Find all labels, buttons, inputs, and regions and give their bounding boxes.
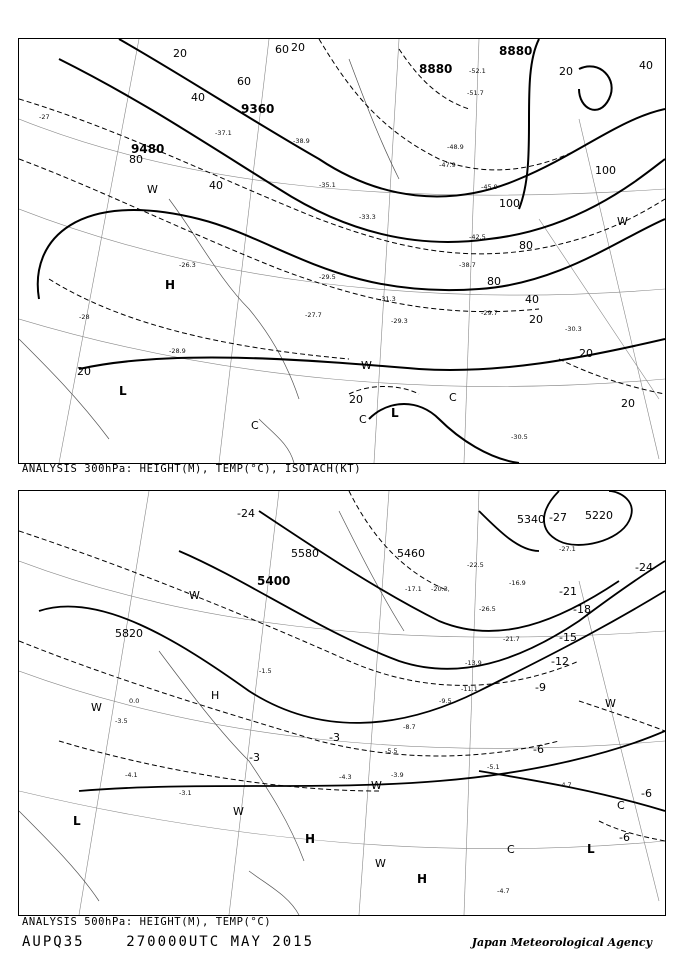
- height-label: 9480: [131, 142, 165, 156]
- isotherm-label: -6: [619, 831, 630, 844]
- temp-label: -29.7: [481, 309, 498, 317]
- cold-symbol: C: [251, 419, 259, 432]
- warm-symbol: W: [371, 779, 382, 792]
- coastline-500: [19, 511, 404, 915]
- high-pressure-symbol: H: [165, 278, 176, 292]
- temp-label: -22.5: [467, 561, 484, 569]
- isotherm-label: -21: [559, 585, 577, 598]
- isotach-label: 80: [129, 153, 143, 166]
- isotherm-label: -15: [559, 631, 577, 644]
- isotach-label: 100: [499, 197, 520, 210]
- temp-label: -17.1: [405, 585, 422, 593]
- height-label: 5820: [115, 627, 143, 640]
- temp-label: -27: [39, 113, 50, 121]
- warm-symbol: W: [375, 857, 386, 870]
- temp-label: -11.1: [461, 685, 478, 693]
- temp-label: -47.9: [439, 161, 456, 169]
- temp-label: -9.5: [439, 697, 452, 705]
- high-pressure-symbol: H: [305, 832, 316, 846]
- temp-label: -51.7: [467, 89, 484, 97]
- isotach-label: 60: [237, 75, 251, 88]
- height-label: 5340: [517, 513, 545, 526]
- temp-label: -29.5: [319, 273, 336, 281]
- temp-label: -38.9: [293, 137, 310, 145]
- isotach-label: 40: [209, 179, 223, 192]
- warm-symbol: W: [147, 183, 158, 196]
- temp-label: -21.7: [503, 635, 520, 643]
- isotach-label: 40: [191, 91, 205, 104]
- bulletin-datetime: 270000UTC MAY 2015: [126, 934, 315, 950]
- warm-symbol: W: [605, 697, 616, 710]
- low-pressure-symbol: L: [587, 842, 595, 856]
- temp-label: -45.9: [481, 183, 498, 191]
- warm-symbol: W: [617, 215, 628, 228]
- isotherms-300: [19, 39, 665, 394]
- temp-label: -4.7: [559, 781, 572, 789]
- warm-symbol: W: [189, 589, 200, 602]
- temp-label: -30.5: [511, 433, 528, 441]
- temp-label: -37.1: [215, 129, 232, 137]
- warm-symbol: W: [91, 701, 102, 714]
- temp-label: -29.3: [391, 317, 408, 325]
- isotach-label: 20: [529, 313, 543, 326]
- height-contours-500: [39, 491, 665, 811]
- height-label: 5220: [585, 509, 613, 522]
- temp-label: -1.5: [259, 667, 272, 675]
- temp-label: -20.3: [431, 585, 448, 593]
- cold-symbol: C: [507, 843, 515, 856]
- isotach-label: 80: [519, 239, 533, 252]
- warm-symbol: W: [233, 805, 244, 818]
- cold-symbol: C: [617, 799, 625, 812]
- isotherm-label: -24: [237, 507, 255, 520]
- temp-label: -13.9: [465, 659, 482, 667]
- temp-label: -3.5: [115, 717, 128, 725]
- isotach-label: 20: [77, 365, 91, 378]
- temp-label: -4.7: [497, 887, 510, 895]
- isotach-label: 80: [487, 275, 501, 288]
- temp-label: -3.1: [179, 789, 192, 797]
- isotherm-label: -3: [249, 751, 260, 764]
- agency-name: Japan Meteorological Agency: [471, 936, 652, 949]
- bulletin-header: [22, 934, 314, 950]
- isotach-label: 20: [579, 347, 593, 360]
- temp-label: -35.1: [319, 181, 336, 189]
- isotach-label: 20: [349, 393, 363, 406]
- graticule-500: [19, 491, 665, 915]
- temp-label: -38.7: [459, 261, 476, 269]
- isotherm-label: -3: [329, 731, 340, 744]
- graticule-300: [19, 39, 665, 463]
- temp-label: -33.3: [359, 213, 376, 221]
- caption-500hpa: ANALYSIS 500hPa: HEIGHT(M), TEMP(°C): [22, 916, 272, 928]
- high-pressure-symbol: H: [417, 872, 428, 886]
- temp-label: -16.9: [509, 579, 526, 587]
- bulletin-code: AUPQ35: [22, 934, 85, 950]
- height-label: 5580: [291, 547, 319, 560]
- warm-symbol: W: [361, 359, 372, 372]
- height-label: 5400: [257, 574, 291, 588]
- height-label: 8880: [499, 44, 533, 58]
- temp-label: -52.1: [469, 67, 486, 75]
- isotach-label: 60: [275, 43, 289, 56]
- coastline-300: [19, 59, 399, 463]
- high-pressure-symbol: H: [211, 689, 220, 702]
- height-label: 8880: [419, 62, 453, 76]
- temp-label: -26.3: [179, 261, 196, 269]
- chart-300hpa-panel: [18, 38, 666, 464]
- chart-500hpa-panel: [18, 490, 666, 916]
- isotherm-label: -18: [573, 603, 591, 616]
- isotach-label: 40: [639, 59, 653, 72]
- temp-label: -5.5: [385, 747, 398, 755]
- temp-label: -42.5: [469, 233, 486, 241]
- height-label: 9360: [241, 102, 275, 116]
- temp-label: -28.9: [169, 347, 186, 355]
- temp-label: -27.1: [559, 545, 576, 553]
- temp-label: -3.9: [391, 771, 404, 779]
- isotach-label: 20: [173, 47, 187, 60]
- isotherm-label: -27: [549, 511, 567, 524]
- isotach-label: 100: [595, 164, 616, 177]
- temp-label: -4.3: [339, 773, 352, 781]
- temp-label: -27.7: [305, 311, 322, 319]
- low-pressure-symbol: L: [391, 406, 399, 420]
- isotherm-label: -9: [535, 681, 546, 694]
- isotherm-label: -6: [641, 787, 652, 800]
- cold-symbol: C: [359, 413, 367, 426]
- cold-symbol: C: [449, 391, 457, 404]
- height-label: 5460: [397, 547, 425, 560]
- map-300hpa: [19, 39, 665, 463]
- isotach-label: 20: [559, 65, 573, 78]
- low-pressure-symbol: L: [73, 814, 81, 828]
- temp-label: -28: [79, 313, 90, 321]
- caption-300hpa: ANALYSIS 300hPa: HEIGHT(M), TEMP(°C), ISOTACH(KT): [22, 463, 362, 475]
- isotherm-label: -6: [533, 743, 544, 756]
- temp-label: -26.5: [479, 605, 496, 613]
- temp-label: -30.3: [565, 325, 582, 333]
- isotach-label: 20: [621, 397, 635, 410]
- isotach-label: 20: [291, 41, 305, 54]
- low-pressure-symbol: L: [119, 384, 127, 398]
- temp-label: -4.1: [125, 771, 138, 779]
- temp-label: -5.1: [487, 763, 500, 771]
- map-500hpa: [19, 491, 665, 915]
- isotherm-label: -24: [635, 561, 653, 574]
- temp-label: 0.0: [129, 697, 140, 705]
- isotach-label: 40: [525, 293, 539, 306]
- temp-label: -48.9: [447, 143, 464, 151]
- temp-label: -31.3: [379, 295, 396, 303]
- temp-label: -8.7: [403, 723, 416, 731]
- isotherm-label: -12: [551, 655, 569, 668]
